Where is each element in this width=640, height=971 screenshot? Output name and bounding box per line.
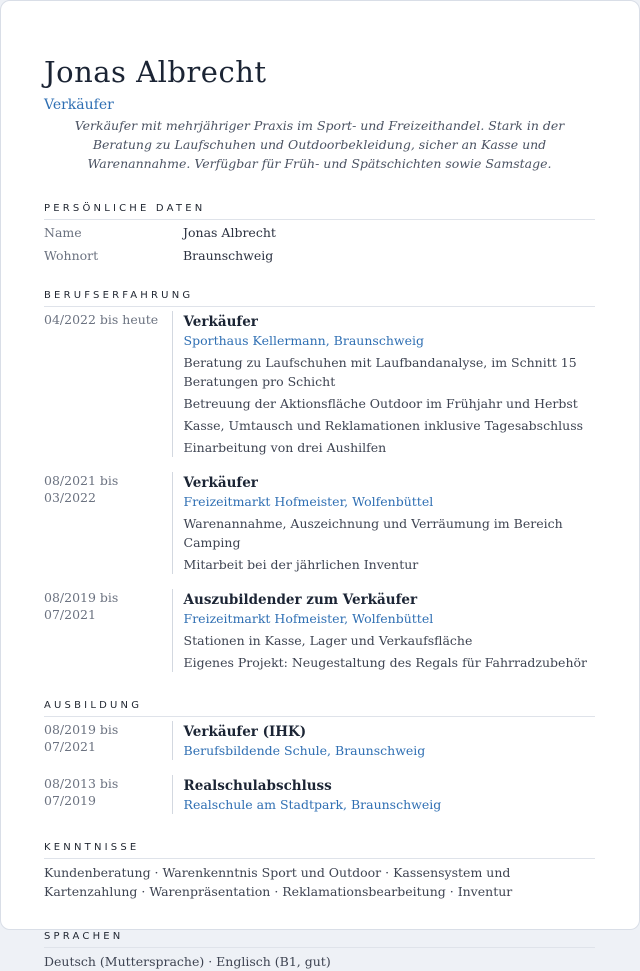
entry-date: 04/2022 bis heute (44, 312, 159, 327)
entry-item: Stationen in Kasse, Lager und Verkaufsfläche (183, 633, 473, 648)
entry-item: Warenannahme, Auszeichnung und Verräumung im Bereich Camping (183, 516, 563, 550)
cv-name: Jonas Albrecht (44, 55, 267, 89)
personal-row-name (44, 224, 595, 242)
experience-entry (44, 589, 595, 672)
entry-date: 08/2021 bis 03/2022 (44, 473, 119, 505)
entry-date: 08/2019 bis 07/2021 (44, 590, 119, 622)
section-title-languages: SPRACHEN (44, 931, 595, 948)
entry-body (172, 721, 595, 760)
personal-value: Jonas Albrecht (183, 225, 276, 240)
section-title-personal: PERSÖNLICHE DATEN (44, 203, 595, 220)
entry-body (172, 472, 595, 574)
entry-title: Verkäufer (183, 475, 258, 491)
entry-item: Beratung zu Laufschuhen mit Laufbandanalyse, im Schnitt 15 Beratungen pro Schicht (183, 355, 577, 389)
entry-title: Verkäufer (IHK) (183, 724, 307, 740)
personal-value: Braunschweig (183, 248, 274, 263)
cv-role: Verkäufer (44, 97, 114, 113)
entry-organization: Freizeitmarkt Hofmeister, Wolfenbüttel (183, 494, 434, 509)
entry-item: Kasse, Umtausch und Reklamationen inklusive Tagesabschluss (183, 418, 584, 433)
education-entry (44, 721, 595, 760)
entry-body (172, 589, 595, 672)
entry-body (172, 775, 595, 814)
skills-list: Kundenberatung · Warenkenntnis Sport und Outdoor · Kassensystem und Kartenzahlung · Warenpräsentation · Reklamationsbearbeitung · Inventur (44, 865, 513, 899)
entry-title: Verkäufer (183, 314, 258, 330)
entry-item: Mitarbeit bei der jährlichen Inventur (183, 557, 419, 572)
section-title-experience: BERUFSERFAHRUNG (44, 290, 595, 307)
section-title-education: AUSBILDUNG (44, 700, 595, 717)
entry-date: 08/2019 bis 07/2021 (44, 722, 119, 754)
entry-body (172, 311, 595, 457)
section-title-skills: KENNTNISSE (44, 842, 595, 859)
personal-label: Name (44, 225, 82, 240)
experience-entry (44, 472, 595, 574)
education-entry (44, 775, 595, 814)
entry-organization: Freizeitmarkt Hofmeister, Wolfenbüttel (183, 611, 434, 626)
cv-summary: Verkäufer mit mehrjähriger Praxis im Sport- und Freizeithandel. Stark in der Beratung zu Laufschuhen und Outdoorbekleidung, sicher an Kasse und Warenannahme. Verfügbar für Früh- und Spätschichten sowie Samstage. (74, 118, 565, 171)
languages-list: Deutsch (Muttersprache) · Englisch (B1, gut) (44, 954, 331, 969)
personal-row-residence (44, 247, 595, 265)
entry-organization: Realschule am Stadtpark, Braunschweig (183, 797, 442, 812)
entry-title: Auszubildender zum Verkäufer (183, 592, 418, 608)
entry-organization: Sporthaus Kellermann, Braunschweig (183, 333, 424, 348)
personal-label: Wohnort (44, 248, 99, 263)
entry-item: Eigenes Projekt: Neugestaltung des Regals für Fahrradzubehör (183, 655, 588, 670)
entry-title: Realschulabschluss (183, 778, 332, 794)
experience-entry (44, 311, 595, 457)
entry-item: Einarbeitung von drei Aushilfen (183, 440, 387, 455)
entry-item: Betreuung der Aktionsfläche Outdoor im Frühjahr und Herbst (183, 396, 578, 411)
entry-organization: Berufsbildende Schule, Braunschweig (183, 743, 426, 758)
entry-date: 08/2013 bis 07/2019 (44, 776, 119, 808)
